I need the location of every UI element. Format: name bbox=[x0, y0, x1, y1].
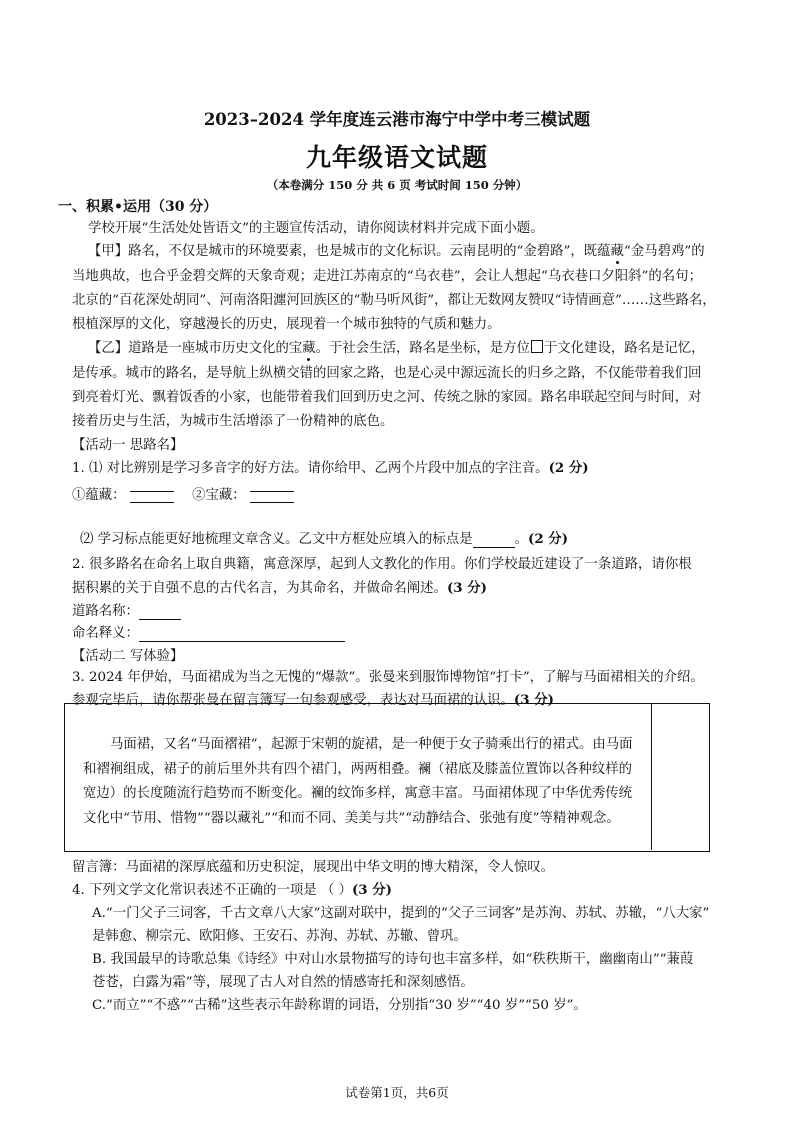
passage-jia-line-1: 【甲】路名，不仅是城市的环境要素，也是城市的文化标识。云南昆明的“金碧路”，既蕴藏“金马碧鸡”的 bbox=[88, 244, 705, 259]
answer-blank-2[interactable] bbox=[250, 491, 294, 503]
exam-note: （本卷满分 150 分 共 6 页 考试时间 150 分钟） bbox=[266, 178, 528, 192]
activity-2-heading: 【活动二 写体验】 bbox=[72, 649, 184, 664]
passage-jia-line-2: 当地典故，也合乎金碧交辉的天象奇观；走进江苏南京的“乌衣巷”，会让人想起“乌衣巷口夕阳斜”的名句； bbox=[72, 269, 702, 284]
question-1-1: 1. ⑴ 对比辨别是学习多音字的好方法。请你给甲、乙两个片段中加点的字注音。(2 分) bbox=[72, 460, 589, 476]
exam-title: 2023–2024 学年度连云港市海宁中学中考三模试题 bbox=[203, 110, 591, 129]
exam-subtitle: 九年级语文试题 bbox=[305, 143, 488, 172]
question-1-2: ⑵ 学习标点能更好地梳理文章含义。乙文中方框处应填入的标点是 。(2 分) bbox=[80, 531, 569, 547]
option-b-line-1: B. 我国最早的诗歌总集《诗经》中对山水景物描写的诗句也丰富多样，如“秩秩斯干，幽幽南山”“蒹葭 bbox=[92, 952, 694, 967]
dotted-char: 藏 bbox=[610, 244, 624, 259]
road-name-row: 道路名称： bbox=[72, 600, 181, 620]
option-b-line-2: 苍苍，白露为霜”等，展现了古人对自然的情感寄托和深刻感悟。 bbox=[92, 975, 474, 990]
passage-jia-line-3: 北京的“百花深处胡同”、河南洛阳瀍河回族区的“勒马听风街”，都让无数网友赞叹“诗情画意”……这些路名， bbox=[72, 293, 716, 308]
question-2-line-1: 2. 很多路名在命名上取自典籍，寓意深厚，起到人文教化的作用。你们学校最近建设了一条道路，请你根 bbox=[72, 557, 692, 572]
info-box-text: 马面裙，又名“马面褶裙”，起源于宋朝的旋裙，是一种便于女子骑乘出行的裙式。由马面和褶裥组成，裙子的前后里外共有四个裙门，两两相叠。襕（裙底及膝盖位置饰以各种纹样的宽边）的长度随流行趋势而不断变化。襕的纹饰多样，寓意丰富。马面裙体现了中华优秀传统文化中“节用、惜物”“器以藏礼”“和而不同、美美与共”“动静结合、张弛有度”等精神观念。 bbox=[83, 737, 633, 826]
section-heading: 一、积累•运用（30 分） bbox=[58, 199, 218, 215]
question-3-line-1: 3. 2024 年伊始，马面裙成为当之无愧的“爆款”。张曼来到服饰博物馆“打卡”，了解与马面裙相关的介绍。 bbox=[72, 670, 704, 685]
passage-yi-line-1: 【乙】道路是一座城市历史文化的宝藏。于社会生活，路名是坐标，是方位 于文化建设，路名是记忆， bbox=[88, 341, 705, 356]
passage-yi-line-4: 接着历史与生活，为城市生活增添了一份精神的底色。 bbox=[72, 414, 394, 429]
road-explain-row: 命名释义： bbox=[72, 622, 345, 642]
option-a-line-1: A.“一门父子三词客，千古文章八大家”这副对联中，提到的“父子三词客”是苏洵、苏轼、苏辙，“八大家” bbox=[92, 906, 710, 921]
question-2-line-2: 据积累的关于自强不息的古代名言，为其命名，并做命名阐述。(3 分) bbox=[72, 580, 487, 596]
option-a-line-2: 是韩愈、柳宗元、欧阳修、王安石、苏洵、苏轼、苏辙、曾巩。 bbox=[92, 929, 467, 944]
blank-square bbox=[531, 340, 543, 353]
answer-blank-1[interactable] bbox=[130, 491, 174, 503]
road-name-blank[interactable] bbox=[139, 604, 181, 620]
passage-jia-line-4: 根植深厚的文化，穿越漫长的历史，展现着一个城市独特的气质和魅力。 bbox=[72, 317, 501, 332]
activity-1-heading: 【活动一 思路名】 bbox=[72, 438, 184, 453]
page-footer: 试卷第1页，共6页 bbox=[345, 1085, 449, 1100]
dotted-char: 藏 bbox=[302, 341, 316, 356]
road-explain-blank[interactable] bbox=[139, 626, 345, 642]
question-4: 4. 下列文学文化常识表述不正确的一项是 （ ）(3 分) bbox=[72, 882, 393, 898]
intro-text: 学校开展“生活处处皆语文”的主题宣传活动，请你阅读材料并完成下面小题。 bbox=[88, 221, 544, 236]
question-1-answers: ①蕴藏： ②宝藏： bbox=[72, 484, 294, 503]
guestbook-text: 留言簿：马面裙的深厚底蕴和历史积淀，展现出中华文明的博大精深，令人惊叹。 bbox=[72, 860, 555, 875]
passage-yi-line-3: 到亮着灯光、飘着饭香的小家，也能带着我们回到历史之河、传统之脉的家园。路名串联起空间与时间，对 bbox=[72, 390, 702, 405]
passage-yi-line-2: 是传承。城市的路名，是导航上纵横交错的回家之路，也是心灵中源远流长的归乡之路，不仅能带着我们回 bbox=[72, 366, 702, 381]
option-c: C.“而立”“不惑”“古稀”这些表示年龄称谓的词语，分别指“30 岁”“40 岁”“50 岁”。 bbox=[92, 998, 587, 1013]
question-3-line-2: 参观完毕后，请你帮张曼在留言簿写一句参观感受，表达对马面裙的认识。(3 分) bbox=[72, 692, 554, 708]
answer-blank-3[interactable] bbox=[473, 532, 515, 548]
info-box-divider bbox=[651, 703, 652, 850]
